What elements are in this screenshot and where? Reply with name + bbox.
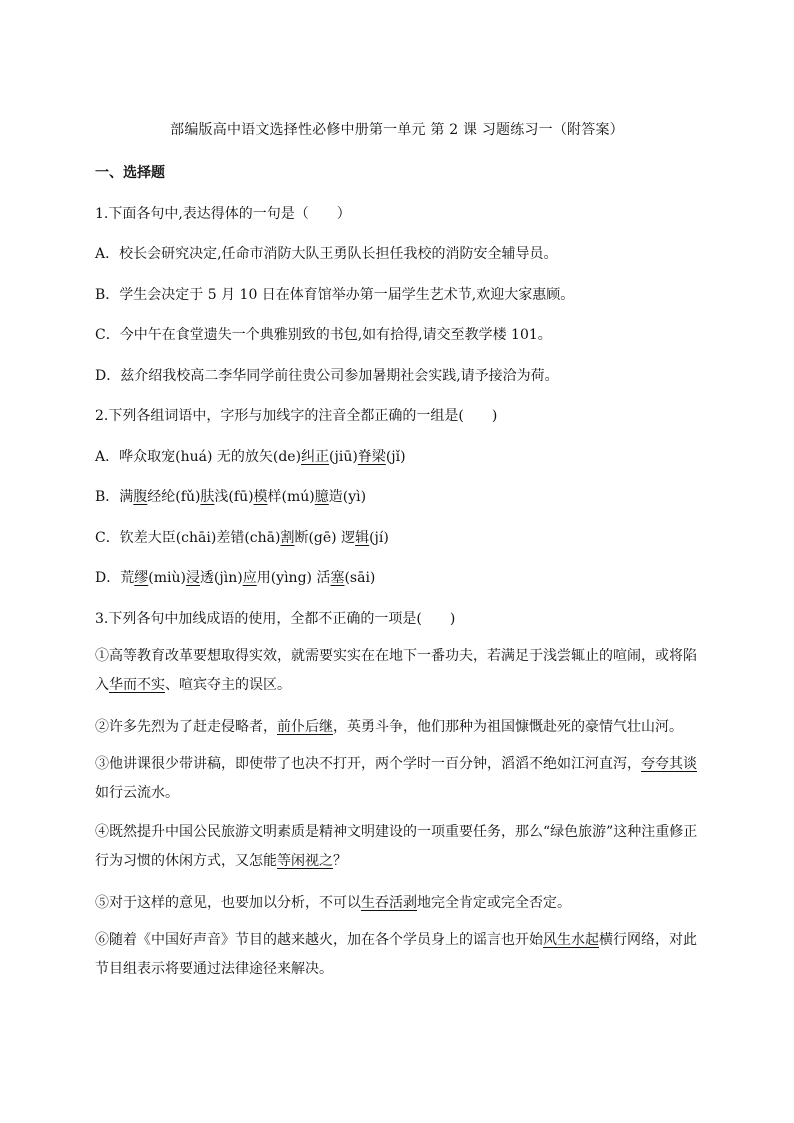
text-run: 地完全肯定或完全否定。 xyxy=(417,895,571,911)
underlined-idiom: 夸夸其谈 xyxy=(641,756,697,772)
question-2-option-c xyxy=(95,527,705,547)
question-1-option-a: A．校长会研究决定,任命市消防大队王勇队长担任我校的消防安全辅导员。 xyxy=(95,246,558,262)
text-run: 造(yì) xyxy=(328,489,367,505)
underlined-char: 浸 xyxy=(185,570,200,586)
underlined-idiom: 前仆后继 xyxy=(277,719,333,735)
text-run: (sāi) xyxy=(344,570,376,586)
question-1-option-c: C．今中午在食堂遗失一个典雅别致的书包,如有拾得,请交至教学楼 101。 xyxy=(95,327,552,343)
underlined-char: 辑 xyxy=(355,530,370,546)
section-heading: 一、选择题 xyxy=(95,165,165,181)
underlined-char: 腹 xyxy=(133,489,148,505)
question-1-option-b: B．学生会决定于 5 月 10 日在体育馆举办第一届学生艺术节,欢迎大家惠顾。 xyxy=(95,287,575,303)
underlined-idiom: 等闲视之 xyxy=(277,853,333,869)
question-2-stem: 2.下列各组词语中，字形与加线字的注音全都正确的一组是( ) xyxy=(95,408,498,424)
text-run: ③他讲课很少带讲稿，即使带了也决不打开，两个学时一百分钟，滔滔不绝如江河直泻， xyxy=(95,756,641,772)
text-run: 经纶(fǔ) xyxy=(147,489,201,505)
underlined-char: 模 xyxy=(253,489,268,505)
text-run: ④既然提升中国公民旅游文明素质是精神文明建设的一项重要任务，那么“绿色旅游”这种注重修正行为习惯的休闲方式，又怎能 xyxy=(95,824,698,869)
question-3-sentence-3 xyxy=(95,750,705,808)
text-run: 横行网络，对此节目组表示将要通过法律途径来解决。 xyxy=(95,932,697,977)
document-title: 部编版高中语文选择性必修中册第一单元 第 2 课 习题练习一（附答案） xyxy=(170,122,624,138)
text-run: C．钦差大臣(chāi)差错(chā) xyxy=(95,530,281,546)
underlined-char: 塞 xyxy=(330,570,345,586)
underlined-char: 应 xyxy=(242,570,257,586)
question-2-option-b xyxy=(95,486,705,506)
underlined-idiom: 生吞活剥 xyxy=(361,895,417,911)
text-run: 、喧宾夺主的误区。 xyxy=(165,677,291,693)
question-1-stem: 1.下面各句中,表达得体的一句是（ ） xyxy=(95,206,351,222)
question-3-sentence-1 xyxy=(95,642,705,700)
text-run: 断(gē) 逻 xyxy=(294,530,356,546)
question-3-sentence-4 xyxy=(95,818,705,876)
underlined-idiom: 华而不实 xyxy=(109,677,165,693)
question-3-stem: 3.下列各句中加线成语的使用，全都不正确的一项是( ) xyxy=(95,611,456,627)
question-3-sentence-5 xyxy=(95,892,705,912)
text-run: ，英勇斗争，他们那种为祖国慷慨赴死的豪情气壮山河。 xyxy=(333,719,683,735)
text-run: (jiū) xyxy=(329,449,358,465)
underlined-char: 臆 xyxy=(314,489,329,505)
underlined-word: 脊梁 xyxy=(357,449,386,465)
question-3-sentence-6 xyxy=(95,926,705,984)
question-1-option-d: D．兹介绍我校高二李华同学前往贵公司参加暑期社会实践,请予接洽为荷。 xyxy=(95,368,559,384)
question-3-sentence-2 xyxy=(95,716,705,736)
text-run: 透(jìn) xyxy=(199,570,243,586)
text-run: 浅(fū) xyxy=(214,489,254,505)
text-run: D．荒 xyxy=(95,570,135,586)
text-run: (jí) xyxy=(369,530,389,546)
text-run: 如行云流水。 xyxy=(95,785,179,801)
text-run: ①高等教育改革要想取得实效，就需要实实在在地下一番功夫，若满足于浅尝辄止的喧闹，或将陷入 xyxy=(95,648,697,693)
text-run: ⑤对于这样的意见，也要加以分析，不可以 xyxy=(95,895,361,911)
text-run: ②许多先烈为了赶走侵略者， xyxy=(95,719,277,735)
underlined-char: 缪 xyxy=(134,570,149,586)
text-run: (jǐ) xyxy=(385,449,406,465)
text-run: 样(mú) xyxy=(267,489,315,505)
underlined-idiom: 风生水起 xyxy=(543,932,599,948)
underlined-word: 纠正 xyxy=(301,449,330,465)
question-2-option-d xyxy=(95,567,705,587)
text-run: B．满 xyxy=(95,489,134,505)
text-run: (miù) xyxy=(148,570,186,586)
underlined-char: 割 xyxy=(280,530,295,546)
text-run: 用(yìng) 活 xyxy=(256,570,331,586)
text-run: A．哗众取宠(huá) 无的放矢(de) xyxy=(95,449,302,465)
underlined-char: 肤 xyxy=(200,489,215,505)
text-run: ⑥随着《中国好声音》节目的越来越火，加在各个学员身上的谣言也开始 xyxy=(95,932,543,948)
text-run: ？ xyxy=(333,853,347,869)
question-2-option-a xyxy=(95,446,705,466)
